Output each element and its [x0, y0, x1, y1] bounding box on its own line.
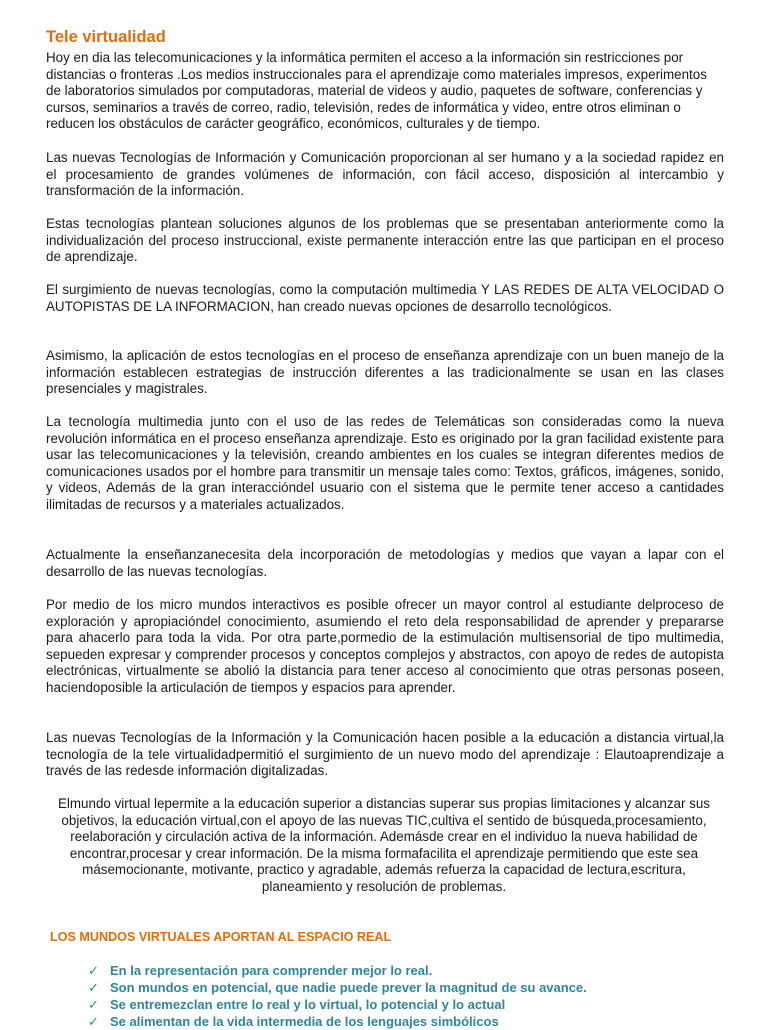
check-icon: ✓ — [88, 997, 99, 1012]
section-subtitle: LOS MUNDOS VIRTUALES APORTAN AL ESPACIO REAL — [50, 930, 392, 944]
list-item — [88, 996, 587, 1013]
paragraph-solutions: Estas tecnologías plantean soluciones algunos de los problemas que se presentaban anteriormente como la individualización del proceso instruccional, existe permanente interacción entre las que participan en el proceso de aprendizaje. — [46, 216, 724, 265]
paragraph-tic: Las nuevas Tecnologías de Información y Comunicación proporcionan al ser humano y a la sociedad rapidez en el procesamiento de grandes volúmenes de información, con fácil acceso, disposición al intercambio y transformación de la información. — [46, 150, 724, 199]
check-icon: ✓ — [88, 963, 99, 978]
paragraph-intro: Hoy en dia las telecomunicaciones y la informática permiten el acceso a la información sin restricciones por distancias o fronteras .Los medios instruccionales para el aprendizaje como materiales impresos, experimentos de laboratorios simulados por computadoras, material de videos y audio, paquetes de software, conferencias y cursos, seminarios a través de correo, radio, televisión, redes de informática y video, entre otros eliminan o reducen los obstáculos de carácter geográfico, económicos, culturales y de tiempo. — [46, 50, 707, 132]
list-item-text: En la representación para comprender mejor lo real. — [110, 963, 433, 978]
paragraph-teaching: Actualmente la enseñanzanecesita dela incorporación de metodologías y medios que vayan a lapar con el desarrollo de las nuevas tecnologías. — [46, 547, 724, 579]
list-item — [88, 962, 587, 979]
page-title: Tele virtualidad — [46, 28, 166, 46]
list-item-text: Se entremezclan entre lo real y lo virtual, lo potencial y lo actual — [110, 997, 506, 1012]
list-item — [88, 979, 587, 996]
paragraph-emergence: El surgimiento de nuevas tecnologías, como la computación multimedia Y LAS REDES DE ALTA VELOCIDAD O AUTOPISTAS DE LA INFORMACION, han creado nuevas opciones de desarrollo tecnológicos. — [46, 282, 724, 314]
paragraph-distance: Las nuevas Tecnologías de la Información y la Comunicación hacen posible a la educación a distancia virtual,la tecnología de la tele virtualidadpermitió el surgimiento de un nuevo modo del aprendizaje : Elautoaprendizaje a través de las redesde información digitalizadas. — [46, 730, 724, 779]
list-item-text: Se alimentan de la vida intermedia de los lenguajes simbólicos — [110, 1014, 499, 1029]
check-icon: ✓ — [88, 980, 99, 995]
paragraph-multimedia: La tecnología multimedia junto con el uso de las redes de Telemáticas son consideradas como la nueva revolución informática en el proceso enseñanza aprendizaje. Esto es originado por la gran facilidad existente para usar las telecomunicaciones y la televisión, creando ambientes en los cuales se integran diferentes medios de comunicaciones usados por el hombre para transmitir un mensaje tales como: Textos, gráficos, imágenes, sonido, y videos, Además de la gran interaccióndel usuario con el sistema que le permite tener acceso a cantidades ilimitadas de recursos y a materiales actualizados. — [46, 414, 724, 512]
paragraph-virtual-world: Elmundo virtual lepermite a la educación superior a distancias superar sus propias limitaciones y alcanzar sus objetivos, la educación virtual,con el apoyo de las nuevas TIC,cultiva el sentido de búsqueda,procesamiento, reelaboración y circulación activa de la información. Ademásde crear en el individuo la nueva habilidad de encontrar,procesar y crear información. De la misma formafacilita el aprendizaje permitiendo que este sea másemocionante, motivante, practico y agradable, además refuerza la capacidad de lectura,escritura, planeamiento y resolución de problemas. — [58, 796, 710, 894]
contributions-list — [88, 962, 587, 1030]
list-item-text: Son mundos en potencial, que nadie puede prever la magnitud de su avance. — [110, 980, 587, 995]
list-item — [88, 1013, 587, 1030]
check-icon: ✓ — [88, 1014, 99, 1029]
paragraph-application: Asimismo, la aplicación de estos tecnologías en el proceso de enseñanza aprendizaje con un buen manejo de la información establecen estrategias de instrucción diferentes a las tradicionalmente se usan en las clases presenciales y magistrales. — [46, 348, 724, 397]
paragraph-micro-worlds: Por medio de los micro mundos interactivos es posible ofrecer un mayor control al estudiante delproceso de exploración y apropiacióndel conocimiento, asumiendo el reto dela responsabilidad de aprender y prepararse para ahacerlo para toda la vida. Por otra parte,pormedio de la estimulación multisensorial de tipo multimedia, sepueden expresar y comprender procesos y conceptos complejos y abstractos, con apoyo de redes de autopista electrónicas, virtualmente se abolió la distancia para tener acceso al conocimiento que otras personas poseen, haciendoposible la articulación de tiempos y espacios para aprender. — [46, 597, 724, 695]
